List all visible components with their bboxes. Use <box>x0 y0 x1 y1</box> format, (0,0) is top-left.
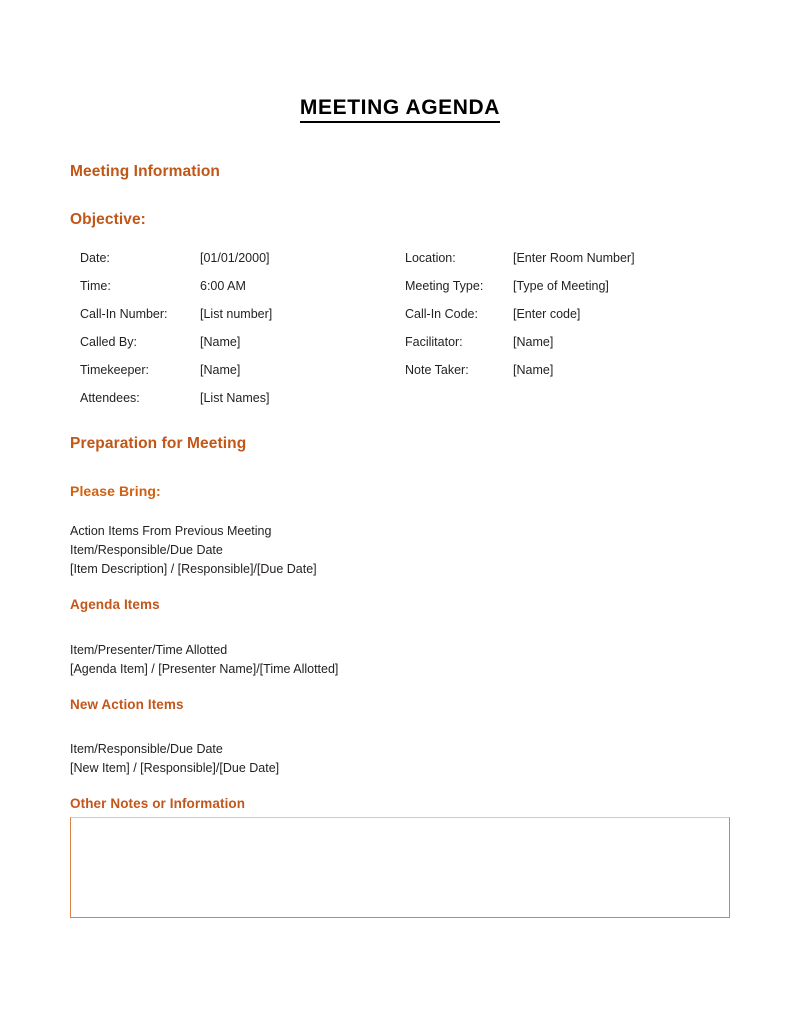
section-heading-new-action-items: New Action Items <box>70 697 184 712</box>
field-value-attendees[interactable]: [List Names] <box>200 391 270 405</box>
preparation-body <box>70 522 317 579</box>
field-label-facilitator: Facilitator: <box>405 335 463 349</box>
agenda-items-body <box>70 641 338 679</box>
section-heading-objective: Objective: <box>70 211 146 228</box>
field-label-called-by: Called By: <box>80 335 137 349</box>
section-heading-agenda-items: Agenda Items <box>70 597 160 612</box>
preparation-line-2: Item/Responsible/Due Date <box>70 543 223 557</box>
new-action-items-body <box>70 740 279 778</box>
field-value-call-in-code[interactable]: [Enter code] <box>513 307 581 321</box>
field-value-called-by[interactable]: [Name] <box>200 335 241 349</box>
agenda-line-1: Item/Presenter/Time Allotted <box>70 643 228 657</box>
page-title-text: MEETING AGENDA <box>300 96 500 123</box>
other-notes-textbox[interactable] <box>70 817 730 918</box>
section-heading-meeting-information: Meeting Information <box>70 163 221 180</box>
field-label-call-in-code: Call-In Code: <box>405 307 478 321</box>
field-label-time: Time: <box>80 279 111 293</box>
field-value-facilitator[interactable]: [Name] <box>513 335 554 349</box>
field-label-date: Date: <box>80 251 110 265</box>
field-label-location: Location: <box>405 251 456 265</box>
preparation-line-1: Action Items From Previous Meeting <box>70 524 272 538</box>
field-label-timekeeper: Timekeeper: <box>80 363 150 377</box>
table-row <box>80 335 720 363</box>
field-value-meeting-type[interactable]: [Type of Meeting] <box>513 279 609 293</box>
agenda-line-2[interactable]: [Agenda Item] / [Presenter Name]/[Time Allotted] <box>70 662 339 676</box>
table-row <box>80 391 720 419</box>
field-value-note-taker[interactable]: [Name] <box>513 363 554 377</box>
field-value-time[interactable]: 6:00 AM <box>200 279 246 293</box>
new-action-line-1: Item/Responsible/Due Date <box>70 742 223 756</box>
table-row <box>80 363 720 391</box>
field-label-attendees: Attendees: <box>80 391 140 405</box>
field-label-call-in-number: Call-In Number: <box>80 307 168 321</box>
table-row <box>80 279 720 307</box>
new-action-line-2[interactable]: [New Item] / [Responsible]/[Due Date] <box>70 761 280 775</box>
field-label-meeting-type: Meeting Type: <box>405 279 484 293</box>
field-value-location[interactable]: [Enter Room Number] <box>513 251 635 265</box>
field-value-call-in-number[interactable]: [List number] <box>200 307 273 321</box>
table-row <box>80 307 720 335</box>
section-heading-please-bring: Please Bring: <box>70 483 161 499</box>
preparation-line-3[interactable]: [Item Description] / [Responsible]/[Due Date] <box>70 562 317 576</box>
field-value-timekeeper[interactable]: [Name] <box>200 363 241 377</box>
meeting-information-table <box>80 251 720 419</box>
section-heading-preparation-for-meeting: Preparation for Meeting <box>70 435 247 452</box>
section-heading-other-notes-or-information: Other Notes or Information <box>70 796 246 811</box>
table-row <box>80 251 720 279</box>
page-title <box>0 96 800 120</box>
field-label-note-taker: Note Taker: <box>405 363 469 377</box>
field-value-date[interactable]: [01/01/2000] <box>200 251 270 265</box>
